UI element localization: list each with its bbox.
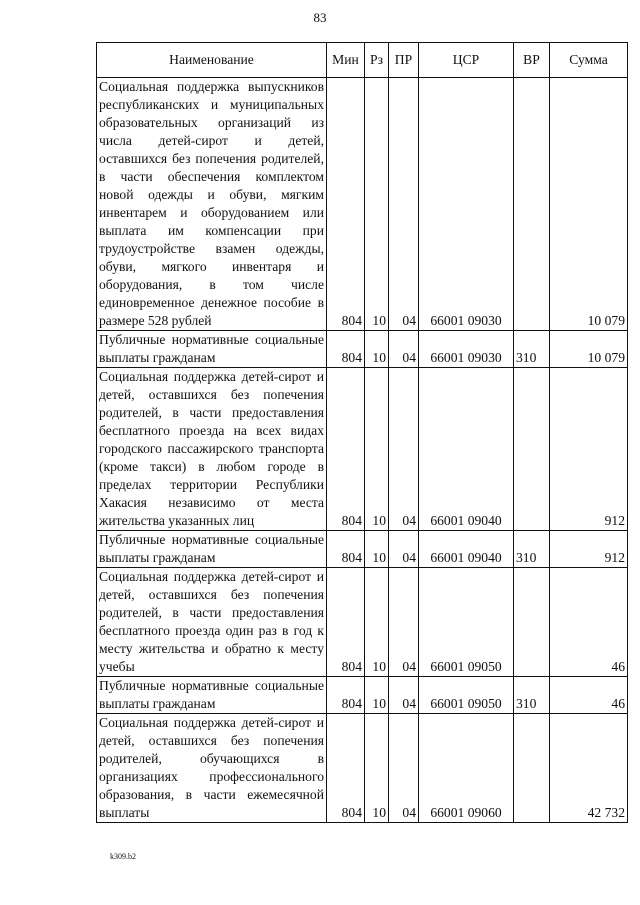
page-number: 83	[313, 10, 327, 25]
cell-sum: 46	[550, 677, 628, 714]
header-vr: ВР	[514, 43, 550, 78]
cell-min: 804	[327, 331, 365, 368]
cell-sum: 46	[550, 568, 628, 677]
header-rz: Рз	[365, 43, 389, 78]
cell-rz: 10	[365, 331, 389, 368]
header-csr: ЦСР	[419, 43, 514, 78]
cell-rz: 10	[365, 368, 389, 531]
cell-min: 804	[327, 368, 365, 531]
cell-min: 804	[327, 677, 365, 714]
cell-name: Публичные нормативные социальные выплаты гражданам	[97, 677, 327, 714]
cell-pr: 04	[389, 531, 419, 568]
table-row	[97, 78, 628, 331]
table-row	[97, 368, 628, 531]
cell-sum: 42 732	[550, 714, 628, 823]
cell-name: Публичные нормативные социальные выплаты гражданам	[97, 331, 327, 368]
header-name: Наименование	[97, 43, 327, 78]
cell-vr: 310	[514, 677, 550, 714]
cell-pr: 04	[389, 78, 419, 331]
cell-sum: 10 079	[550, 331, 628, 368]
cell-min: 804	[327, 78, 365, 331]
cell-vr	[514, 714, 550, 823]
footer-code: k309.b2	[110, 852, 136, 861]
cell-vr	[514, 568, 550, 677]
cell-pr: 04	[389, 714, 419, 823]
cell-pr: 04	[389, 331, 419, 368]
header-pr: ПР	[389, 43, 419, 78]
cell-csr: 66001 09030	[419, 78, 514, 331]
cell-name: Социальная поддержка детей-сирот и детей, оставшихся без попечения родителей, в части предоставления бесплатного проезда на всех видах городского пассажирского транспорта (кроме такси) в любом городе в пределах территории Республики Хакасия независимо от места жительства указанных лиц	[97, 368, 327, 531]
cell-rz: 10	[365, 531, 389, 568]
cell-vr: 310	[514, 531, 550, 568]
cell-rz: 10	[365, 677, 389, 714]
cell-pr: 04	[389, 677, 419, 714]
cell-name: Социальная поддержка детей-сирот и детей, оставшихся без попечения родителей, в части предоставления бесплатного проезда один раз в год к месту жительства и обратно к месту учебы	[97, 568, 327, 677]
cell-sum: 912	[550, 368, 628, 531]
cell-pr: 04	[389, 568, 419, 677]
cell-csr: 66001 09050	[419, 568, 514, 677]
header-min: Мин	[327, 43, 365, 78]
table-row	[97, 714, 628, 823]
cell-min: 804	[327, 714, 365, 823]
cell-csr: 66001 09040	[419, 368, 514, 531]
cell-rz: 10	[365, 78, 389, 331]
cell-name: Публичные нормативные социальные выплаты гражданам	[97, 531, 327, 568]
cell-min: 804	[327, 531, 365, 568]
cell-csr: 66001 09060	[419, 714, 514, 823]
cell-rz: 10	[365, 714, 389, 823]
budget-table	[96, 42, 628, 823]
cell-vr	[514, 368, 550, 531]
cell-vr: 310	[514, 331, 550, 368]
table-header-row	[97, 43, 628, 78]
cell-csr: 66001 09040	[419, 531, 514, 568]
cell-min: 804	[327, 568, 365, 677]
cell-csr: 66001 09030	[419, 331, 514, 368]
cell-name: Социальная поддержка детей-сирот и детей, оставшихся без попечения родителей, обучающихся в организациях профессионального образования, в части ежемесячной выплаты	[97, 714, 327, 823]
table-row	[97, 331, 628, 368]
cell-sum: 912	[550, 531, 628, 568]
cell-sum: 10 079	[550, 78, 628, 331]
header-sum: Сумма	[550, 43, 628, 78]
table-row	[97, 568, 628, 677]
cell-pr: 04	[389, 368, 419, 531]
table-row	[97, 677, 628, 714]
cell-vr	[514, 78, 550, 331]
cell-name: Социальная поддержка выпускников республиканских и муниципальных образовательных организаций из числа детей-сирот и детей, оставшихся без попечения родителей, в части обеспечения комплектом новой одежды и обуви, мягким инвентарем и оборудованием или выплата им компенсации при трудоустройстве взамен одежды, обуви, мягкого инвентаря и оборудования, в том числе единовременное денежное пособие в размере 528 рублей	[97, 78, 327, 331]
table-row	[97, 531, 628, 568]
cell-csr: 66001 09050	[419, 677, 514, 714]
cell-rz: 10	[365, 568, 389, 677]
